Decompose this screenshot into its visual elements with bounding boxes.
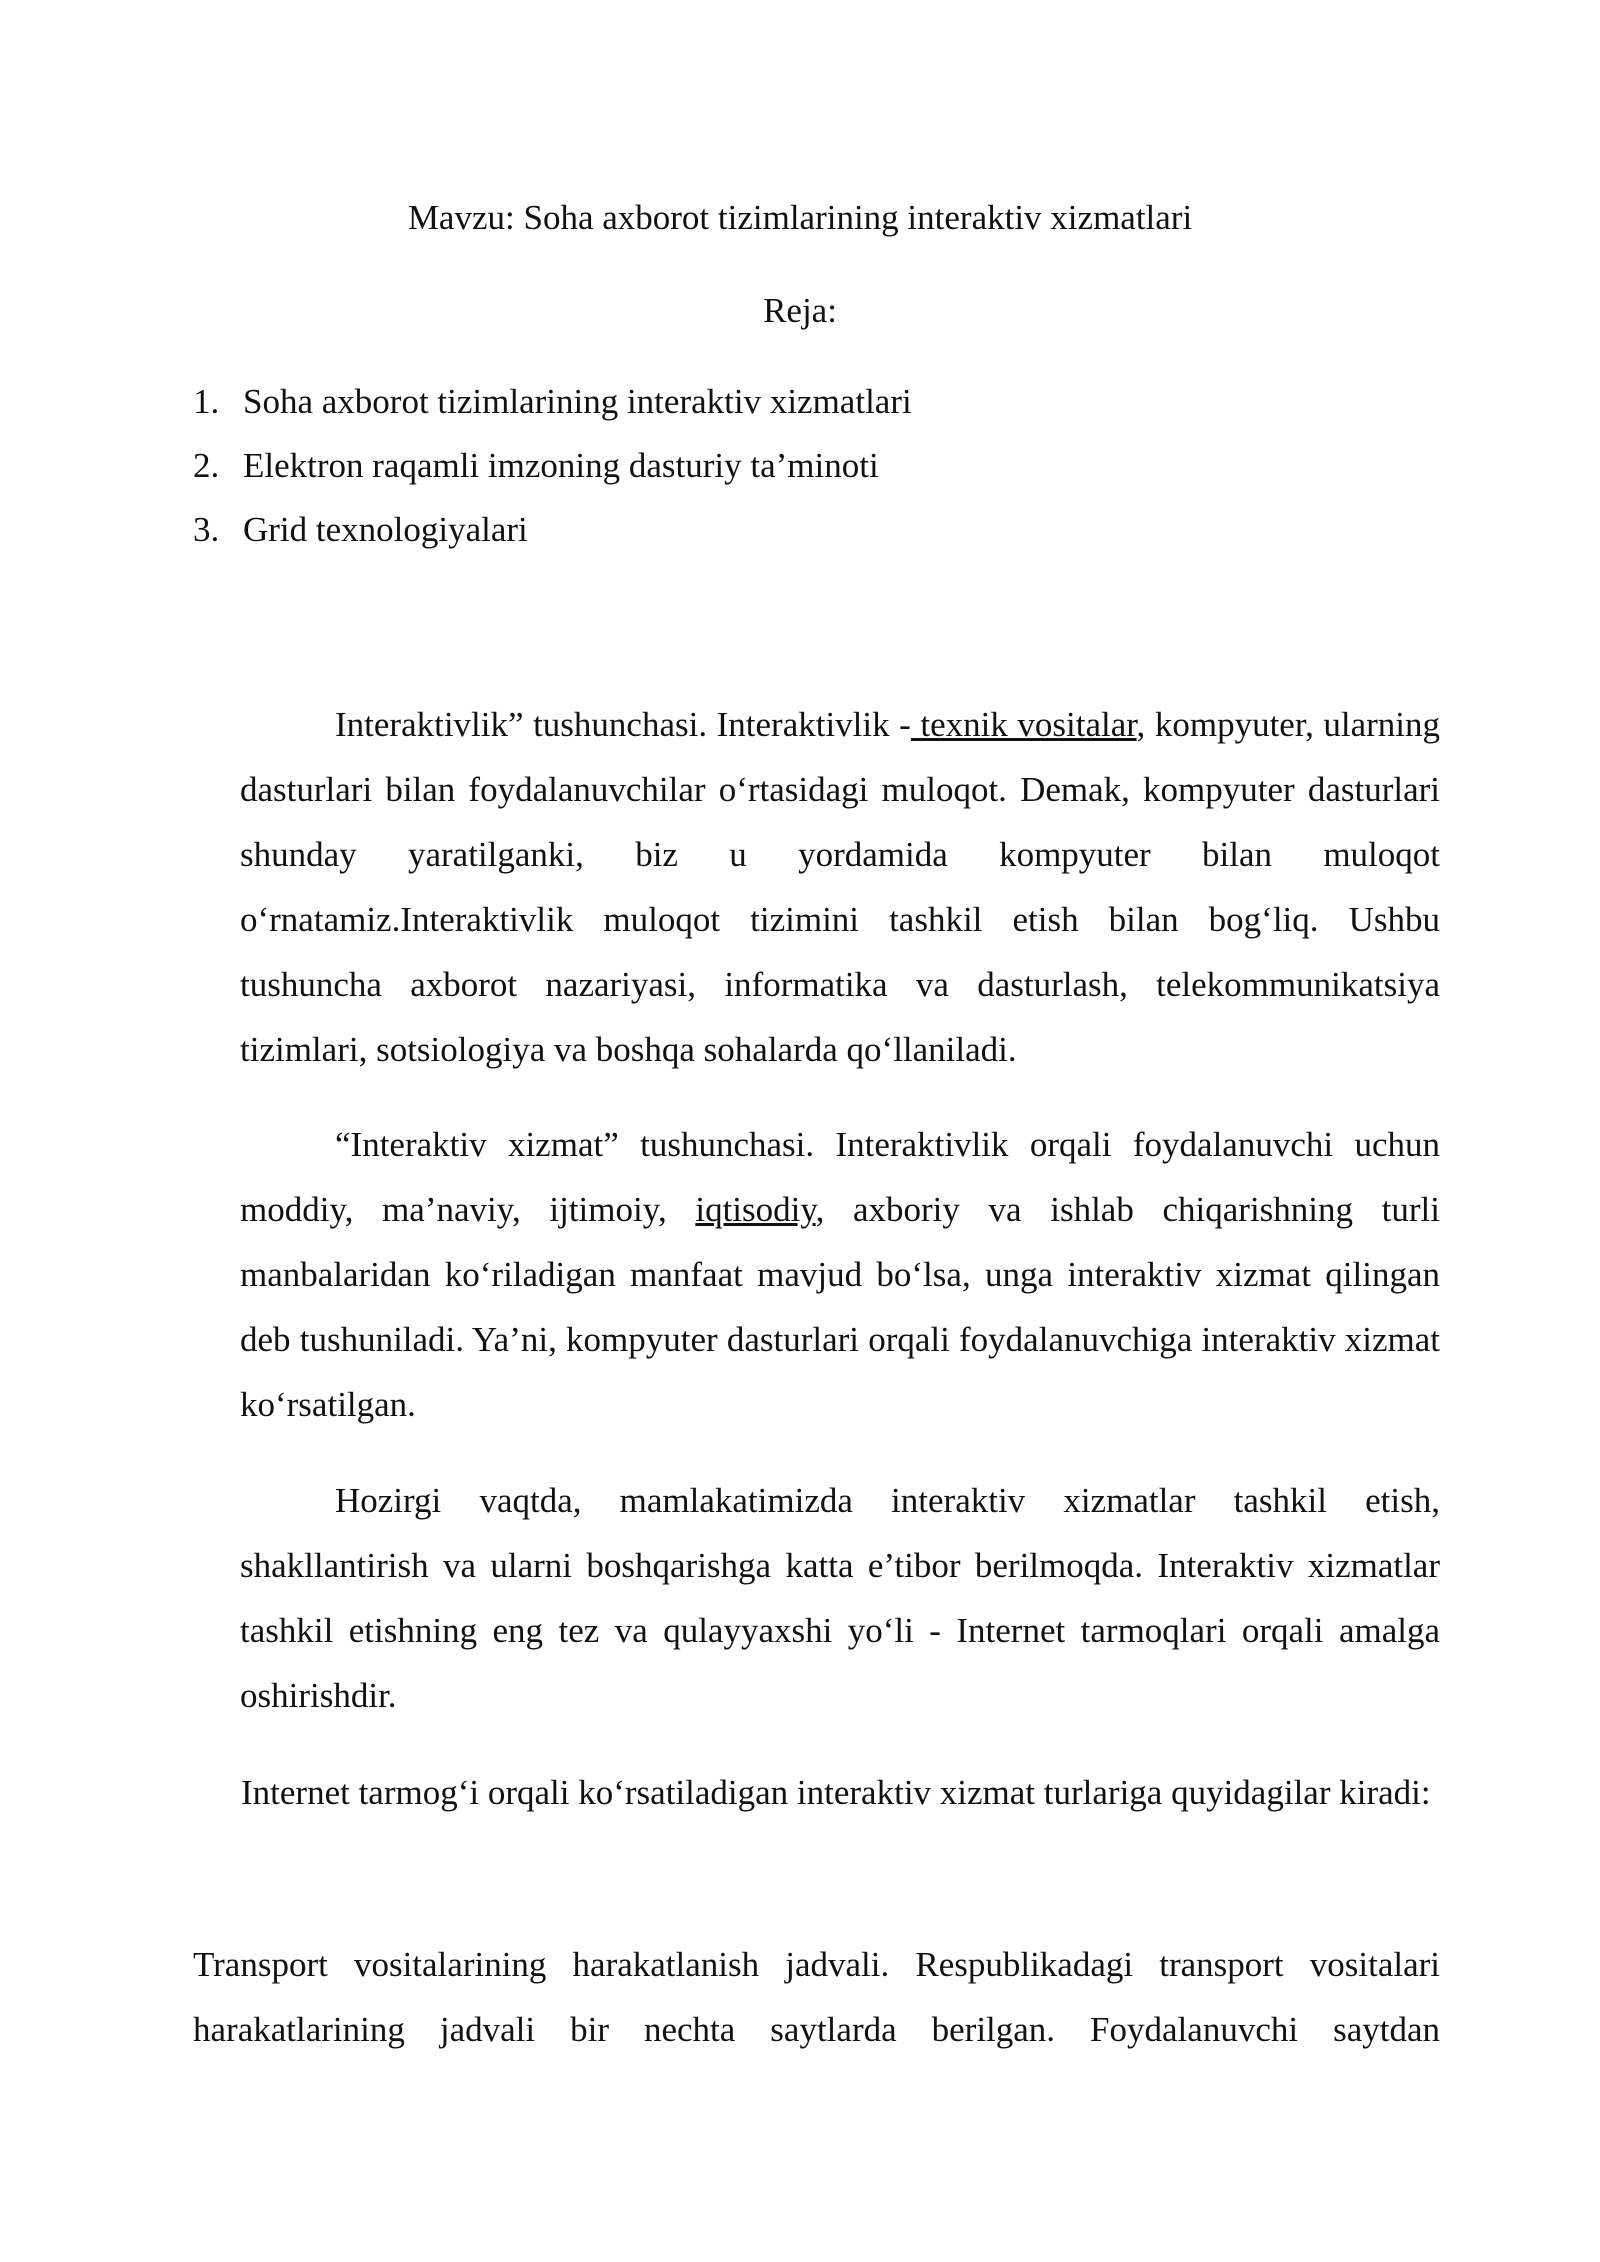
plan-item-text: Elektron raqamli imzoning dasturiy ta’minoti [243,446,879,485]
plan-item-text: Soha axborot tizimlarining interaktiv xizmatlari [243,382,912,421]
paragraph-interaktivlik [240,692,1440,1082]
plan-item [193,446,879,486]
plan-heading: Reja: [763,291,837,330]
plan-item [193,382,912,422]
plan-item-number: 3. [193,510,220,549]
document-title: Mavzu: Soha axborot tizimlarining interaktiv xizmatlari [407,198,1193,237]
link-iqtisodiy[interactable]: iqtisodiy [695,1190,816,1229]
plan-item-text: Grid texnologiyalari [243,510,528,549]
paragraph-text: Interaktivlik” tushunchasi. Interaktivlik - [335,705,911,744]
plan-item [193,510,528,550]
paragraph-hozirgi-vaqtda: Hozirgi vaqtda, mamlakatimizda interaktiv xizmatlar tashkil etish, shakllantirish va ularni boshqarishga katta e’tibor berilmoqda. Interaktiv xizmatlar tashkil etishning eng tez va qulayyaxshi yo‘li - Internet tarmoqlari orqali amalga oshirishdir. [240,1481,1440,1715]
plan-item-number: 2. [193,446,220,485]
plan-item-number: 1. [193,382,220,421]
paragraph-transport: Transport vositalarining harakatlanish jadvali. Respublikadagi transport vositalari harakatlarining jadvali bir nechta saytlarda berilgan. Foydalanuvchi saytdan [193,1945,1440,2049]
paragraph-text: , axboriy va ishlab chiqarishning turli manbalaridan ko‘riladigan manfaat mavjud bo‘lsa, unga interaktiv xizmat qilingan deb tushuniladi. Ya’ni, kompyuter dasturlari orqali foydalanuvchiga interaktiv xizmat ko‘rsatilgan. [240,1190,1440,1424]
paragraph-text: “Interaktiv xizmat” tushunchasi. Interaktivlik orqali foydalanuvchi uchun moddiy, ma’naviy, ijtimoiy, [240,1125,1440,1229]
link-texnik-vositalar[interactable]: texnik vositalar [910,705,1137,744]
paragraph-text: , kompyuter, ularning dasturlari bilan foydalanuvchilar o‘rtasidagi muloqot. Demak, kompyuter dasturlari shunday yaratilganki, biz u yordamida kompyuter bilan muloqot o‘rnatamiz.Interaktivlik muloqot tizimini tashkil etish bilan bog‘liq. Ushbu tushuncha axborot nazariyasi, informatika va dasturlash, telekommunikatsiya tizimlari, sotsiologiya va boshqa sohalarda qo‘llaniladi. [240,705,1441,1069]
paragraph-internet-xizmatlari: Internet tarmog‘i orqali ko‘rsatiladigan interaktiv xizmat turlariga quyidagilar kiradi: [241,1773,1431,1812]
paragraph-interaktiv-xizmat [240,1112,1440,1437]
